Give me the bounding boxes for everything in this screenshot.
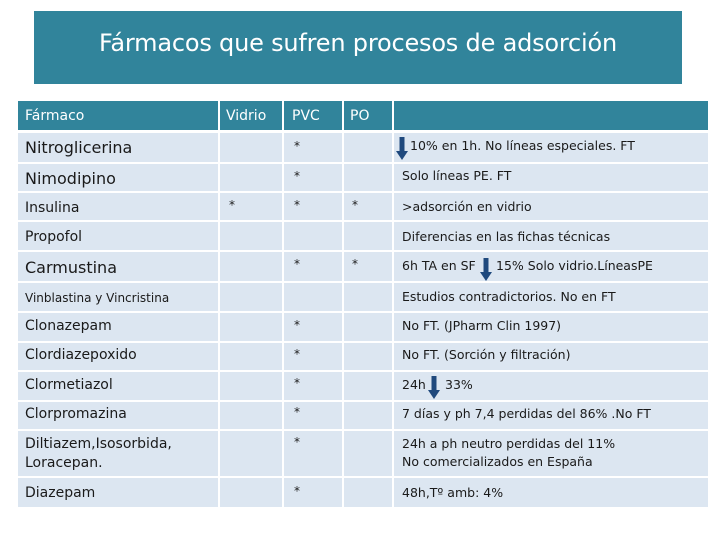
pvc-mark: *	[294, 169, 300, 183]
drug-name: Vinblastina y Vincristina	[25, 291, 170, 305]
note-text: 15% Solo vidrio.LíneasPE	[496, 258, 653, 273]
pvc-mark: *	[294, 257, 300, 271]
note-text: 33%	[445, 377, 473, 392]
drug-name: Diazepam	[25, 485, 96, 501]
table-row	[18, 164, 708, 191]
drug-name: Nitroglicerina	[25, 138, 133, 157]
note-text: >adsorción en vidrio	[402, 199, 532, 214]
drug-name: Clordiazepoxido	[25, 347, 137, 363]
column-divider	[282, 133, 284, 507]
note-text: Diferencias en las fichas técnicas	[402, 229, 611, 244]
drug-name: Clormetiazol	[25, 377, 113, 393]
table-row	[18, 478, 708, 507]
vidrio-mark: *	[229, 198, 235, 212]
note-text: Solo líneas PE. FT	[402, 168, 512, 183]
pvc-mark: *	[294, 435, 300, 449]
pvc-mark: *	[294, 198, 300, 212]
pvc-mark: *	[294, 484, 300, 498]
drug-name: Carmustina	[25, 258, 117, 277]
drug-name-line2: Loracepan.	[25, 455, 103, 471]
column-divider	[392, 133, 394, 507]
note-text: Estudios contradictorios. No en FT	[402, 289, 616, 304]
header-cell-notes	[394, 101, 708, 130]
drug-name: Clorpromazina	[25, 406, 127, 422]
title-banner	[34, 11, 682, 84]
pvc-mark: *	[294, 318, 300, 332]
header-farmaco: Fármaco	[25, 108, 85, 124]
column-divider	[218, 133, 220, 507]
down-arrow-icon	[480, 258, 492, 282]
table-row	[18, 313, 708, 341]
header-po: PO	[350, 108, 370, 124]
table-row	[18, 372, 708, 400]
note-text: 7 días y ph 7,4 perdidas del 86% .No FT	[402, 406, 651, 421]
pvc-mark: *	[294, 376, 300, 390]
note-text: No FT. (JPharm Clin 1997)	[402, 318, 562, 333]
note-text: 24h a ph neutro perdidas del 11%	[402, 436, 616, 451]
note-text: 48h,Tº amb: 4%	[402, 485, 504, 500]
drug-name: Propofol	[25, 229, 83, 245]
note-text: No comercializados en España	[402, 454, 593, 469]
note-text: 6h TA en SF	[402, 258, 476, 273]
pvc-mark: *	[294, 405, 300, 419]
column-divider	[342, 133, 344, 507]
po-mark: *	[352, 257, 358, 271]
pvc-mark: *	[294, 347, 300, 361]
note-text: 10% en 1h. No líneas especiales. FT	[410, 138, 635, 153]
header-vidrio: Vidrio	[226, 108, 267, 124]
drug-name: Clonazepam	[25, 318, 112, 334]
note-text: 24h	[402, 377, 426, 392]
table-row	[18, 193, 708, 220]
page-title: Fármacos que sufren procesos de adsorción	[99, 29, 617, 57]
drug-name: Insulina	[25, 200, 80, 216]
drug-name: Diltiazem,Isosorbida,	[25, 436, 172, 452]
header-pvc: PVC	[292, 108, 320, 124]
po-mark: *	[352, 198, 358, 212]
note-text: No FT. (Sorción y filtración)	[402, 347, 571, 362]
down-arrow-icon	[428, 376, 440, 400]
down-arrow-icon	[396, 137, 408, 161]
pvc-mark: *	[294, 139, 300, 153]
drug-name: Nimodipino	[25, 169, 116, 188]
